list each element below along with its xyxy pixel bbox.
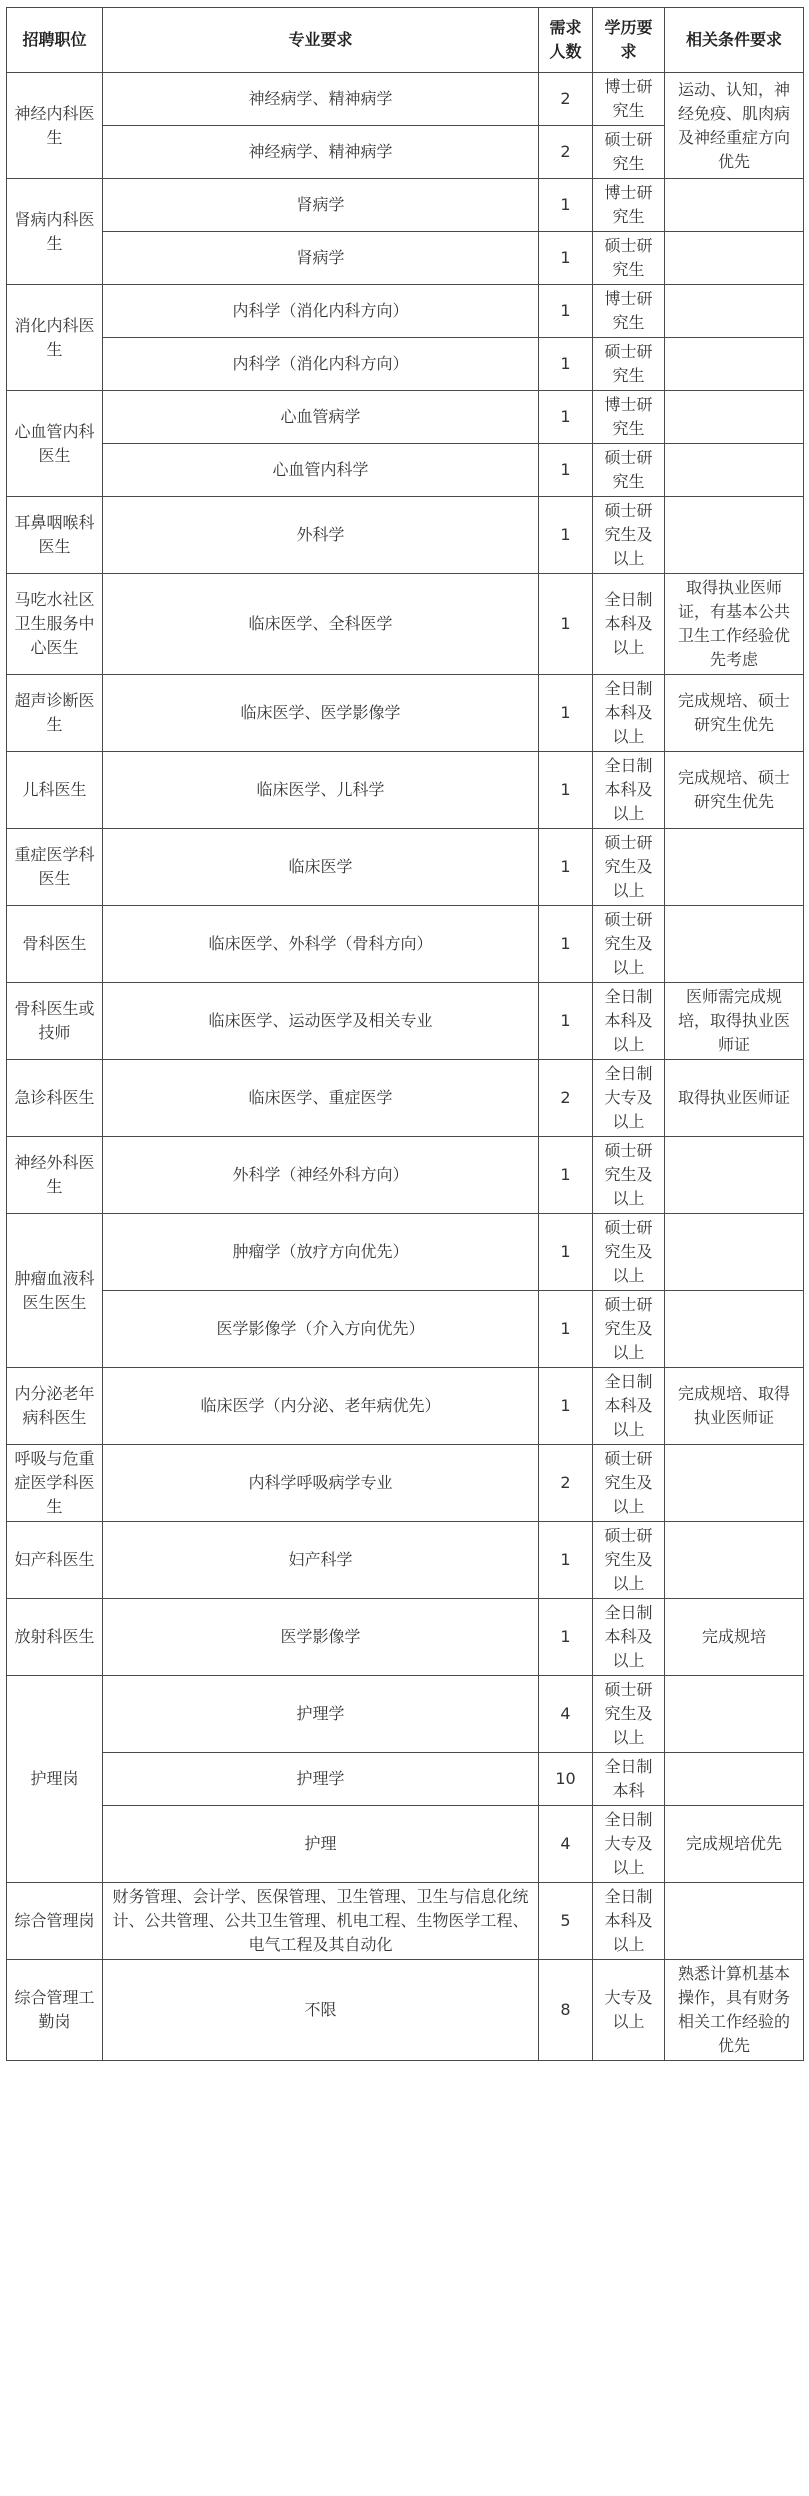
conditions-cell bbox=[665, 1445, 804, 1522]
table-row bbox=[7, 1883, 804, 1960]
conditions-cell bbox=[665, 338, 804, 391]
table-row bbox=[7, 73, 804, 126]
education-cell: 硕士研究生及以上 bbox=[593, 906, 665, 983]
education-cell: 全日制本科及以上 bbox=[593, 574, 665, 675]
education-cell: 全日制大专及以上 bbox=[593, 1806, 665, 1883]
conditions-cell bbox=[665, 179, 804, 232]
major-cell: 临床医学、医学影像学 bbox=[103, 675, 539, 752]
conditions-cell: 完成规培、硕士研究生优先 bbox=[665, 675, 804, 752]
education-cell: 全日制本科及以上 bbox=[593, 675, 665, 752]
table-row bbox=[7, 1676, 804, 1753]
conditions-cell bbox=[665, 906, 804, 983]
education-cell: 全日制本科 bbox=[593, 1753, 665, 1806]
count-cell: 1 bbox=[539, 1291, 593, 1368]
position-cell: 肾病内科医生 bbox=[7, 179, 103, 285]
position-cell: 消化内科医生 bbox=[7, 285, 103, 391]
education-cell: 硕士研究生 bbox=[593, 338, 665, 391]
table-row bbox=[7, 752, 804, 829]
table-row bbox=[7, 1137, 804, 1214]
conditions-cell bbox=[665, 829, 804, 906]
conditions-cell bbox=[665, 232, 804, 285]
position-cell: 神经外科医生 bbox=[7, 1137, 103, 1214]
education-cell: 博士研究生 bbox=[593, 73, 665, 126]
major-cell: 肾病学 bbox=[103, 179, 539, 232]
conditions-cell bbox=[665, 1137, 804, 1214]
recruitment-table bbox=[6, 7, 804, 2061]
count-cell: 1 bbox=[539, 444, 593, 497]
major-cell: 肾病学 bbox=[103, 232, 539, 285]
header-conditions: 相关条件要求 bbox=[665, 8, 804, 73]
count-cell: 1 bbox=[539, 752, 593, 829]
education-cell: 硕士研究生及以上 bbox=[593, 1214, 665, 1291]
position-cell: 耳鼻咽喉科医生 bbox=[7, 497, 103, 574]
count-cell: 10 bbox=[539, 1753, 593, 1806]
count-cell: 1 bbox=[539, 983, 593, 1060]
conditions-cell bbox=[665, 1291, 804, 1368]
education-cell: 硕士研究生及以上 bbox=[593, 497, 665, 574]
table-row bbox=[7, 1060, 804, 1137]
conditions-cell bbox=[665, 391, 804, 444]
major-cell: 临床医学、重症医学 bbox=[103, 1060, 539, 1137]
major-cell: 内科学呼吸病学专业 bbox=[103, 1445, 539, 1522]
major-cell: 不限 bbox=[103, 1960, 539, 2061]
table-row bbox=[7, 1753, 804, 1806]
education-cell: 全日制大专及以上 bbox=[593, 1060, 665, 1137]
conditions-cell: 完成规培优先 bbox=[665, 1806, 804, 1883]
education-cell: 博士研究生 bbox=[593, 391, 665, 444]
major-cell: 内科学（消化内科方向） bbox=[103, 338, 539, 391]
header-education: 学历要求 bbox=[593, 8, 665, 73]
table-body bbox=[7, 73, 804, 2061]
education-cell: 硕士研究生及以上 bbox=[593, 1522, 665, 1599]
conditions-cell: 完成规培、硕士研究生优先 bbox=[665, 752, 804, 829]
table-row bbox=[7, 1368, 804, 1445]
position-cell: 综合管理岗 bbox=[7, 1883, 103, 1960]
conditions-cell bbox=[665, 1753, 804, 1806]
header-count: 需求人数 bbox=[539, 8, 593, 73]
conditions-cell: 运动、认知，神经免疫、肌肉病及神经重症方向优先 bbox=[665, 73, 804, 179]
major-cell: 妇产科学 bbox=[103, 1522, 539, 1599]
conditions-cell bbox=[665, 285, 804, 338]
table-row bbox=[7, 179, 804, 232]
education-cell: 全日制本科及以上 bbox=[593, 983, 665, 1060]
table-row bbox=[7, 338, 804, 391]
count-cell: 4 bbox=[539, 1676, 593, 1753]
count-cell: 2 bbox=[539, 126, 593, 179]
conditions-cell: 熟悉计算机基本操作，具有财务相关工作经验的优先 bbox=[665, 1960, 804, 2061]
major-cell: 神经病学、精神病学 bbox=[103, 73, 539, 126]
major-cell: 临床医学（内分泌、老年病优先） bbox=[103, 1368, 539, 1445]
education-cell: 博士研究生 bbox=[593, 179, 665, 232]
education-cell: 全日制本科及以上 bbox=[593, 1883, 665, 1960]
count-cell: 1 bbox=[539, 232, 593, 285]
count-cell: 1 bbox=[539, 391, 593, 444]
education-cell: 大专及以上 bbox=[593, 1960, 665, 2061]
table-row bbox=[7, 232, 804, 285]
conditions-cell: 取得执业医师证 bbox=[665, 1060, 804, 1137]
conditions-cell bbox=[665, 497, 804, 574]
table-row bbox=[7, 1960, 804, 2061]
education-cell: 硕士研究生及以上 bbox=[593, 1291, 665, 1368]
position-cell: 护理岗 bbox=[7, 1676, 103, 1883]
count-cell: 5 bbox=[539, 1883, 593, 1960]
major-cell: 心血管病学 bbox=[103, 391, 539, 444]
position-cell: 综合管理工勤岗 bbox=[7, 1960, 103, 2061]
conditions-cell bbox=[665, 1883, 804, 1960]
count-cell: 4 bbox=[539, 1806, 593, 1883]
position-cell: 儿科医生 bbox=[7, 752, 103, 829]
count-cell: 2 bbox=[539, 1060, 593, 1137]
count-cell: 2 bbox=[539, 73, 593, 126]
count-cell: 1 bbox=[539, 285, 593, 338]
major-cell: 财务管理、会计学、医保管理、卫生管理、卫生与信息化统计、公共管理、公共卫生管理、机电工程、生物医学工程、电气工程及其自动化 bbox=[103, 1883, 539, 1960]
table-row bbox=[7, 1599, 804, 1676]
conditions-cell bbox=[665, 1676, 804, 1753]
table-row bbox=[7, 574, 804, 675]
major-cell: 心血管内科学 bbox=[103, 444, 539, 497]
position-cell: 心血管内科医生 bbox=[7, 391, 103, 497]
table-row bbox=[7, 983, 804, 1060]
major-cell: 临床医学、全科医学 bbox=[103, 574, 539, 675]
education-cell: 全日制本科及以上 bbox=[593, 1368, 665, 1445]
major-cell: 外科学（神经外科方向） bbox=[103, 1137, 539, 1214]
table-row bbox=[7, 1291, 804, 1368]
major-cell: 神经病学、精神病学 bbox=[103, 126, 539, 179]
education-cell: 硕士研究生及以上 bbox=[593, 1137, 665, 1214]
conditions-cell: 医师需完成规培，取得执业医师证 bbox=[665, 983, 804, 1060]
education-cell: 硕士研究生 bbox=[593, 232, 665, 285]
count-cell: 1 bbox=[539, 1137, 593, 1214]
table-row bbox=[7, 1214, 804, 1291]
conditions-cell bbox=[665, 444, 804, 497]
major-cell: 医学影像学（介入方向优先） bbox=[103, 1291, 539, 1368]
major-cell: 护理 bbox=[103, 1806, 539, 1883]
education-cell: 硕士研究生 bbox=[593, 126, 665, 179]
position-cell: 急诊科医生 bbox=[7, 1060, 103, 1137]
major-cell: 临床医学、运动医学及相关专业 bbox=[103, 983, 539, 1060]
major-cell: 外科学 bbox=[103, 497, 539, 574]
position-cell: 马吃水社区卫生服务中心医生 bbox=[7, 574, 103, 675]
education-cell: 硕士研究生 bbox=[593, 444, 665, 497]
position-cell: 骨科医生 bbox=[7, 906, 103, 983]
table-row bbox=[7, 285, 804, 338]
count-cell: 2 bbox=[539, 1445, 593, 1522]
count-cell: 1 bbox=[539, 179, 593, 232]
position-cell: 呼吸与危重症医学科医生 bbox=[7, 1445, 103, 1522]
count-cell: 1 bbox=[539, 906, 593, 983]
count-cell: 1 bbox=[539, 497, 593, 574]
position-cell: 超声诊断医生 bbox=[7, 675, 103, 752]
count-cell: 1 bbox=[539, 574, 593, 675]
count-cell: 1 bbox=[539, 338, 593, 391]
education-cell: 博士研究生 bbox=[593, 285, 665, 338]
header-position: 招聘职位 bbox=[7, 8, 103, 73]
position-cell: 重症医学科医生 bbox=[7, 829, 103, 906]
position-cell: 肿瘤血液科医生医生 bbox=[7, 1214, 103, 1368]
table-row bbox=[7, 906, 804, 983]
table-row bbox=[7, 1522, 804, 1599]
table-header-row bbox=[7, 8, 804, 73]
table-row bbox=[7, 675, 804, 752]
conditions-cell: 完成规培、取得执业医师证 bbox=[665, 1368, 804, 1445]
position-cell: 骨科医生或技师 bbox=[7, 983, 103, 1060]
major-cell: 护理学 bbox=[103, 1753, 539, 1806]
header-major: 专业要求 bbox=[103, 8, 539, 73]
education-cell: 全日制本科及以上 bbox=[593, 752, 665, 829]
table-row bbox=[7, 444, 804, 497]
table-row bbox=[7, 829, 804, 906]
education-cell: 硕士研究生及以上 bbox=[593, 1445, 665, 1522]
conditions-cell bbox=[665, 1214, 804, 1291]
position-cell: 妇产科医生 bbox=[7, 1522, 103, 1599]
count-cell: 1 bbox=[539, 1522, 593, 1599]
table-row bbox=[7, 1445, 804, 1522]
count-cell: 1 bbox=[539, 1368, 593, 1445]
table-row bbox=[7, 497, 804, 574]
major-cell: 内科学（消化内科方向） bbox=[103, 285, 539, 338]
major-cell: 临床医学、儿科学 bbox=[103, 752, 539, 829]
count-cell: 1 bbox=[539, 1214, 593, 1291]
major-cell: 护理学 bbox=[103, 1676, 539, 1753]
major-cell: 肿瘤学（放疗方向优先） bbox=[103, 1214, 539, 1291]
conditions-cell: 完成规培 bbox=[665, 1599, 804, 1676]
table-row bbox=[7, 391, 804, 444]
education-cell: 全日制本科及以上 bbox=[593, 1599, 665, 1676]
position-cell: 神经内科医生 bbox=[7, 73, 103, 179]
count-cell: 1 bbox=[539, 675, 593, 752]
major-cell: 临床医学 bbox=[103, 829, 539, 906]
major-cell: 临床医学、外科学（骨科方向） bbox=[103, 906, 539, 983]
conditions-cell bbox=[665, 1522, 804, 1599]
position-cell: 放射科医生 bbox=[7, 1599, 103, 1676]
count-cell: 1 bbox=[539, 829, 593, 906]
table-row bbox=[7, 1806, 804, 1883]
count-cell: 8 bbox=[539, 1960, 593, 2061]
major-cell: 医学影像学 bbox=[103, 1599, 539, 1676]
education-cell: 硕士研究生及以上 bbox=[593, 1676, 665, 1753]
conditions-cell: 取得执业医师证，有基本公共卫生工作经验优先考虑 bbox=[665, 574, 804, 675]
count-cell: 1 bbox=[539, 1599, 593, 1676]
position-cell: 内分泌老年病科医生 bbox=[7, 1368, 103, 1445]
education-cell: 硕士研究生及以上 bbox=[593, 829, 665, 906]
